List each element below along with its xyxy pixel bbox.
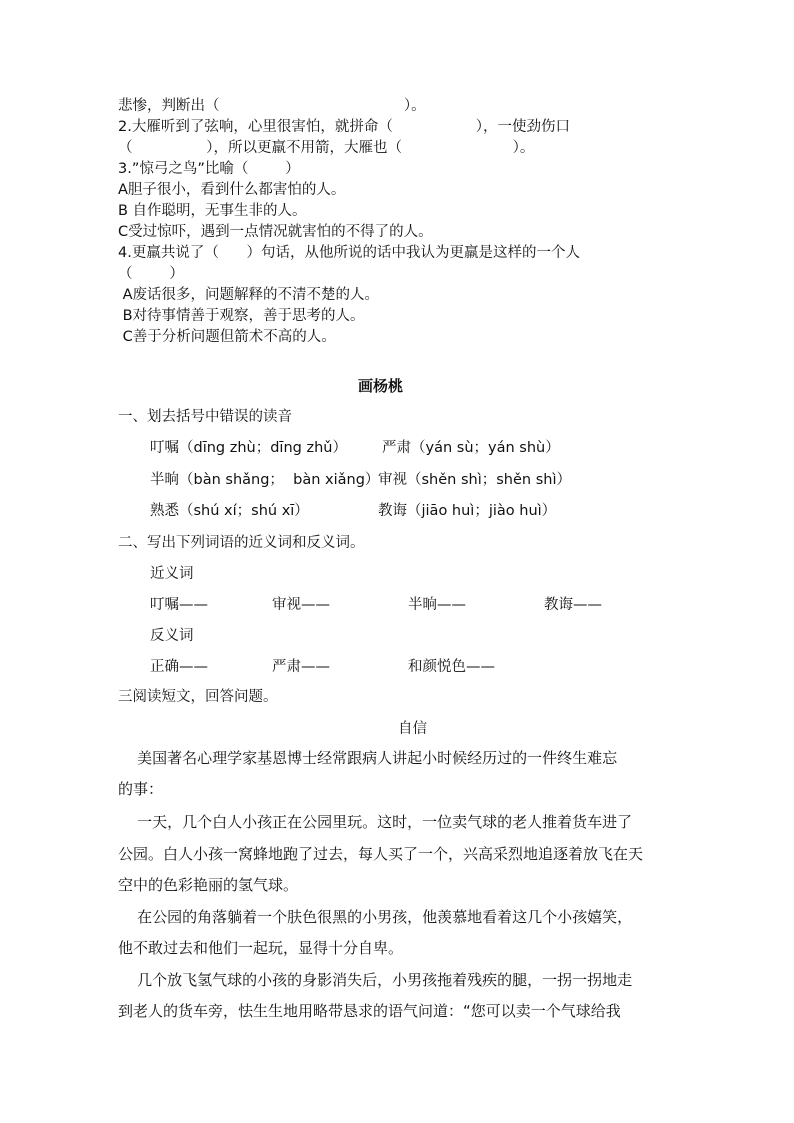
story-title: 自信: [398, 721, 427, 737]
pinyin-item: 半晌（bàn shǎng； bàn xiǎng）: [150, 472, 380, 488]
synonym-item: 叮嘱——: [150, 597, 208, 613]
pinyin-item: 严肃（yán sù；yán shù）: [382, 440, 560, 456]
option-line: A胆子很小，看到什么都害怕的人。: [118, 182, 346, 198]
story-line: 的事：: [118, 780, 164, 798]
pinyin-item: 叮嘱（dīng zhù；dīng zhǔ）: [150, 440, 347, 456]
option-line: C善于分析问题但箭术不高的人。: [118, 329, 336, 345]
story-line: 美国著名心理学家基恩博士经常跟病人讲起小时候经历过的一件终生难忘: [118, 749, 618, 767]
story-line: 到老人的货车旁，怯生生地用略带恳求的语气问道：“您可以卖一个气球给我: [118, 1002, 621, 1020]
question-line: 2.大雁听到了弦响，心里很害怕，就拼命（ ），一使劲伤口: [118, 119, 571, 135]
question-line: （ ），所以更羸不用箭，大雁也（ ）。: [118, 140, 535, 156]
question-line: 4.更羸共说了（ ）句话，从他所说的话中我认为更羸是这样的一个人: [118, 245, 580, 261]
option-line: A废话很多，问题解释的不清不楚的人。: [118, 287, 380, 303]
synonym-item: 半晌——: [408, 597, 466, 613]
option-line: B对待事情善于观察，善于思考的人。: [118, 308, 365, 324]
story-line: 他不敢过去和他们一起玩，显得十分自卑。: [118, 939, 404, 957]
antonym-label: 反义词: [150, 628, 194, 644]
synonym-label: 近义词: [150, 566, 194, 582]
synonym-item: 教诲——: [544, 597, 602, 613]
story-line: 空中的色彩艳丽的氢气球。: [118, 876, 299, 894]
antonym-item: 和颜悦色——: [408, 659, 495, 675]
question-line: 悲惨，判断出（ ）。: [118, 98, 426, 114]
option-line: B 自作聪明，无事生非的人。: [118, 203, 307, 219]
pinyin-item: 教诲（jiāo huì；jiào huì）: [378, 503, 557, 519]
part2-heading: 二、写出下列词语的近义词和反义词。: [118, 535, 365, 551]
section-title: 画杨桃: [358, 377, 404, 395]
part1-heading: 一、划去括号中错误的读音: [118, 409, 292, 425]
pinyin-item: 熟悉（shú xí；shú xī）: [150, 503, 309, 519]
story-line: 几个放飞氢气球的小孩的身影消失后，小男孩拖着残疾的腿，一拐一拐地走: [118, 971, 633, 989]
antonym-item: 严肃——: [272, 659, 330, 675]
antonym-item: 正确——: [150, 659, 208, 675]
pinyin-item: 审视（shěn shì；shěn shì）: [378, 472, 571, 488]
story-line: 在公园的角落躺着一个肤色很黑的小男孩，他羡慕地看着这几个小孩嬉笑，: [118, 908, 633, 926]
story-line: 公园。白人小孩一窝蜂地跑了过去，每人买了一个，兴高采烈地追逐着放飞在天: [118, 845, 644, 863]
part3-heading: 三阅读短文，回答问题。: [118, 689, 278, 705]
question-line: （ ）: [118, 266, 184, 282]
question-line: 3.”惊弓之鸟”比喻（ ）: [118, 161, 300, 177]
synonym-item: 审视——: [272, 597, 330, 613]
option-line: C受过惊吓，遇到一点情况就害怕的不得了的人。: [118, 224, 433, 240]
story-line: 一天，几个白人小孩正在公园里玩。这时，一位卖气球的老人推着货车进了: [118, 813, 633, 831]
